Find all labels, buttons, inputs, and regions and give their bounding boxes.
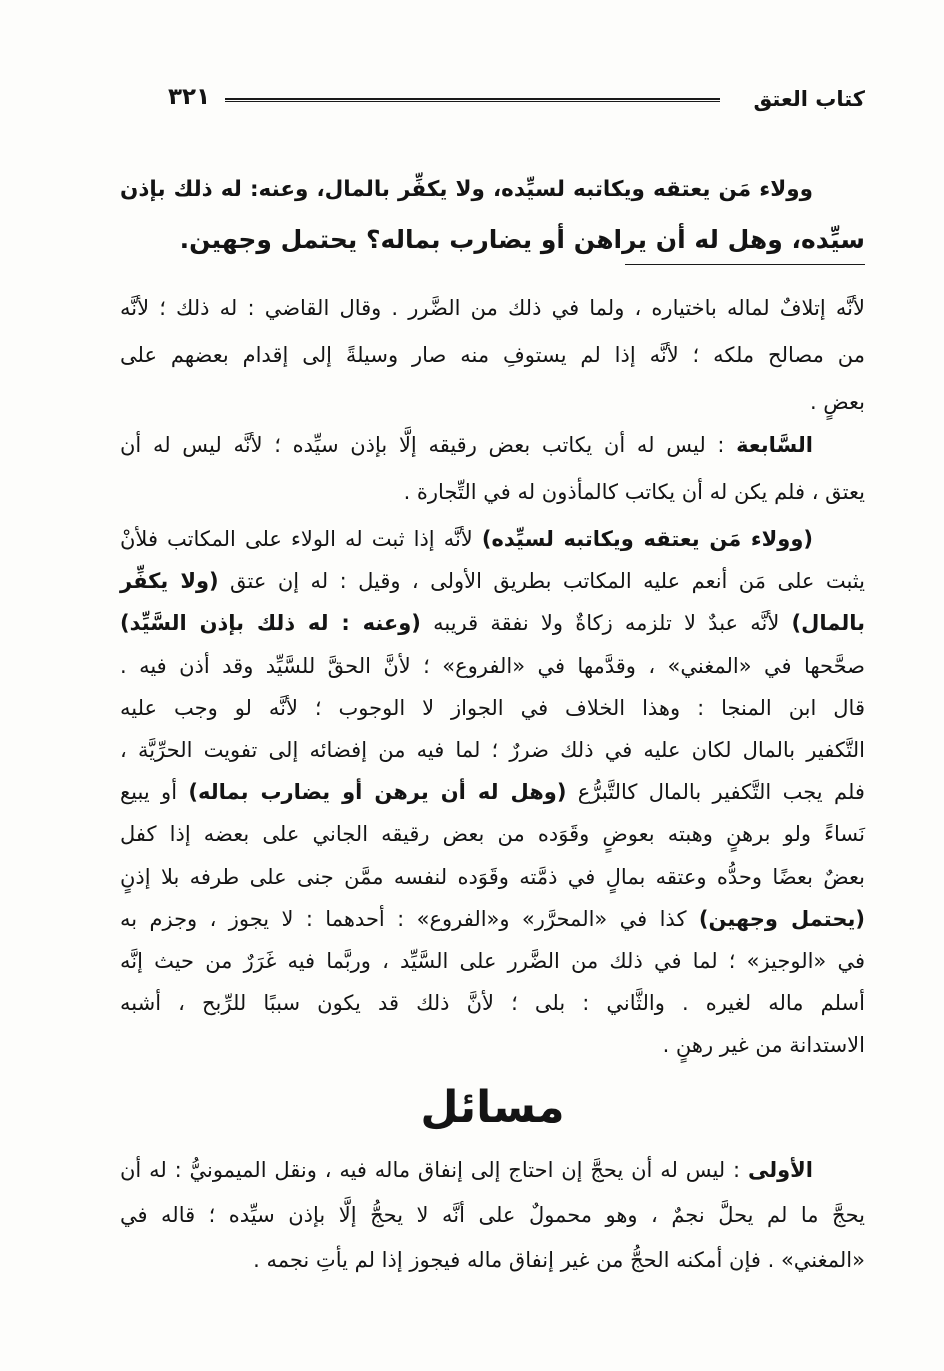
commentary-text: أو يبيع <box>120 780 178 805</box>
matn-line: سيِّده، وهل له أن يراهن أو يضارب بماله؟ يحتمل وجهين. <box>179 225 865 254</box>
section-heading: مسائل <box>420 1082 565 1133</box>
commentary-text: كذا في «المحرَّر» و«الفروع» : أحدهما : لا يجوز ، وجزم به <box>120 906 687 931</box>
commentary-text: لأنَّه إذا ثبت له الولاء على المكاتب فلأنْ <box>120 527 473 551</box>
commentary-line <box>120 560 865 602</box>
commentary-text: يثبت على مَن أنعم عليه المكاتب بطريق الأولى ، وقيل : له إن عتق <box>230 569 865 594</box>
commentary-line <box>120 771 865 813</box>
commentary-line <box>120 422 865 469</box>
commentary-text: فلم يجب التَّكفير بالمال كالتَّبرُّع <box>577 780 865 805</box>
commentary-line: من مصالح ملكه ؛ لأنَّه إذا لم يستوفِ منه صار وسيلةً إلى إقدام بعضهم على <box>120 343 865 367</box>
matn-quote: (وعنه : له ذلك بإذن السَّيِّد) <box>120 611 421 636</box>
chapter-title: كتاب العتق <box>753 87 865 111</box>
matn-quote: (ولا يكفِّر <box>120 569 219 594</box>
commentary-paragraph <box>120 285 865 426</box>
commentary-text: : ليس له أن يحجَّ إن احتاج إلى إنفاق ماله فيه ، ونقل الميمونيُّ : له أن <box>120 1158 741 1182</box>
commentary-paragraph <box>120 422 865 516</box>
matn-separator <box>625 264 865 265</box>
matn-text <box>120 165 865 265</box>
matn-quote: (يحتمل وجهين) <box>698 906 865 931</box>
commentary-line: قال ابن المنجا : وهذا الخلاف في الجواز لا الوجوب ؛ لأنَّه لو وجب عليه <box>120 695 865 720</box>
commentary-line: الاستدانة من غير رهنٍ . <box>662 1033 865 1058</box>
commentary-line <box>120 1148 865 1193</box>
commentary-line <box>120 898 865 940</box>
commentary-text: : ليس له أن يكاتب بعض رقيقه إلَّا بإذن سيِّده ؛ لأنَّه ليس له أن <box>120 433 725 457</box>
commentary-line: يعتق ، فلم يكن له أن يكاتب كالمأذون له في التِّجارة . <box>403 480 865 504</box>
commentary-line: صحَّحها في «المغني» ، وقدَّمها في «الفروع» ؛ لأنَّ الحقَّ للسَّيِّد وقد أذن فيه . <box>120 653 865 678</box>
commentary-line: في «الوجيز» ؛ لما في ذلك من الضَّرر على السَّيِّد ، وربَّما فيه غَرَرٌ من حيث إنَّه <box>120 949 865 974</box>
issue-label: السَّابعة <box>736 433 813 457</box>
commentary-line: أسلم ماله لغيره . والثَّاني : بلى ؛ لأنَّ ذلك قد يكون سببًا للرِّبح ، أشبه <box>120 991 865 1016</box>
matn-line: وولاء مَن يعتقه ويكاتبه لسيِّده، ولا يكفِّر بالمال، وعنه: له ذلك بإذن <box>120 177 813 202</box>
commentary-paragraph <box>120 518 865 1067</box>
commentary-line: لأنَّه إتلافٌ لماله باختياره ، ولما في ذلك من الضَّرر . وقال القاضي : له ذلك ؛ لأنَّه <box>120 296 865 320</box>
commentary-line: التَّكفير بالمال لكان عليه في ذلك ضررٌ ؛ لما فيه من إفضائه إلى تفويت الحرِّيَّة ، <box>120 738 865 763</box>
commentary-text: لأنَّه عبدٌ لا تلزمه زكاةٌ ولا نفقة قريبه <box>433 611 780 636</box>
commentary-line: نَساءً ولو برهنٍ وهبته بعوضٍ وقَوَده من بعض رقيقه الجاني على بعضه إذا كفل <box>120 822 865 847</box>
commentary-line: بعضٌ بعضًا وحدُّه وعتقه بمالٍ في ذمَّته وقَوَده لنفسه ممَّن جنى على طرفه بلا إذنٍ <box>120 864 865 889</box>
matn-quote: (وولاء مَن يعتقه ويكاتبه لسيِّده) <box>481 527 814 551</box>
commentary-paragraph <box>120 1148 865 1283</box>
commentary-line: يحجَّ ما لم يحلَّ نجمٌ ، وهو محمولٌ على أنَّه لا يحجُّ إلَّا بإذن سيِّده ؛ قاله في <box>120 1203 865 1227</box>
commentary-line <box>120 602 865 644</box>
issue-label: الأولى <box>747 1158 813 1182</box>
matn-quote: بالمال) <box>791 611 865 636</box>
header-rule <box>225 98 720 102</box>
page-number: ٣٢١ <box>168 84 211 110</box>
matn-quote: (وهل له أن يرهن أو يضارب بماله) <box>188 780 567 805</box>
commentary-line: بعضٍ . <box>809 390 865 414</box>
commentary-line <box>120 518 865 560</box>
commentary-line: «المغني» . فإن أمكنه الحجُّ من غير إنفاق ماله فيجوز إذا لم يأتِ نجمه . <box>253 1248 865 1272</box>
